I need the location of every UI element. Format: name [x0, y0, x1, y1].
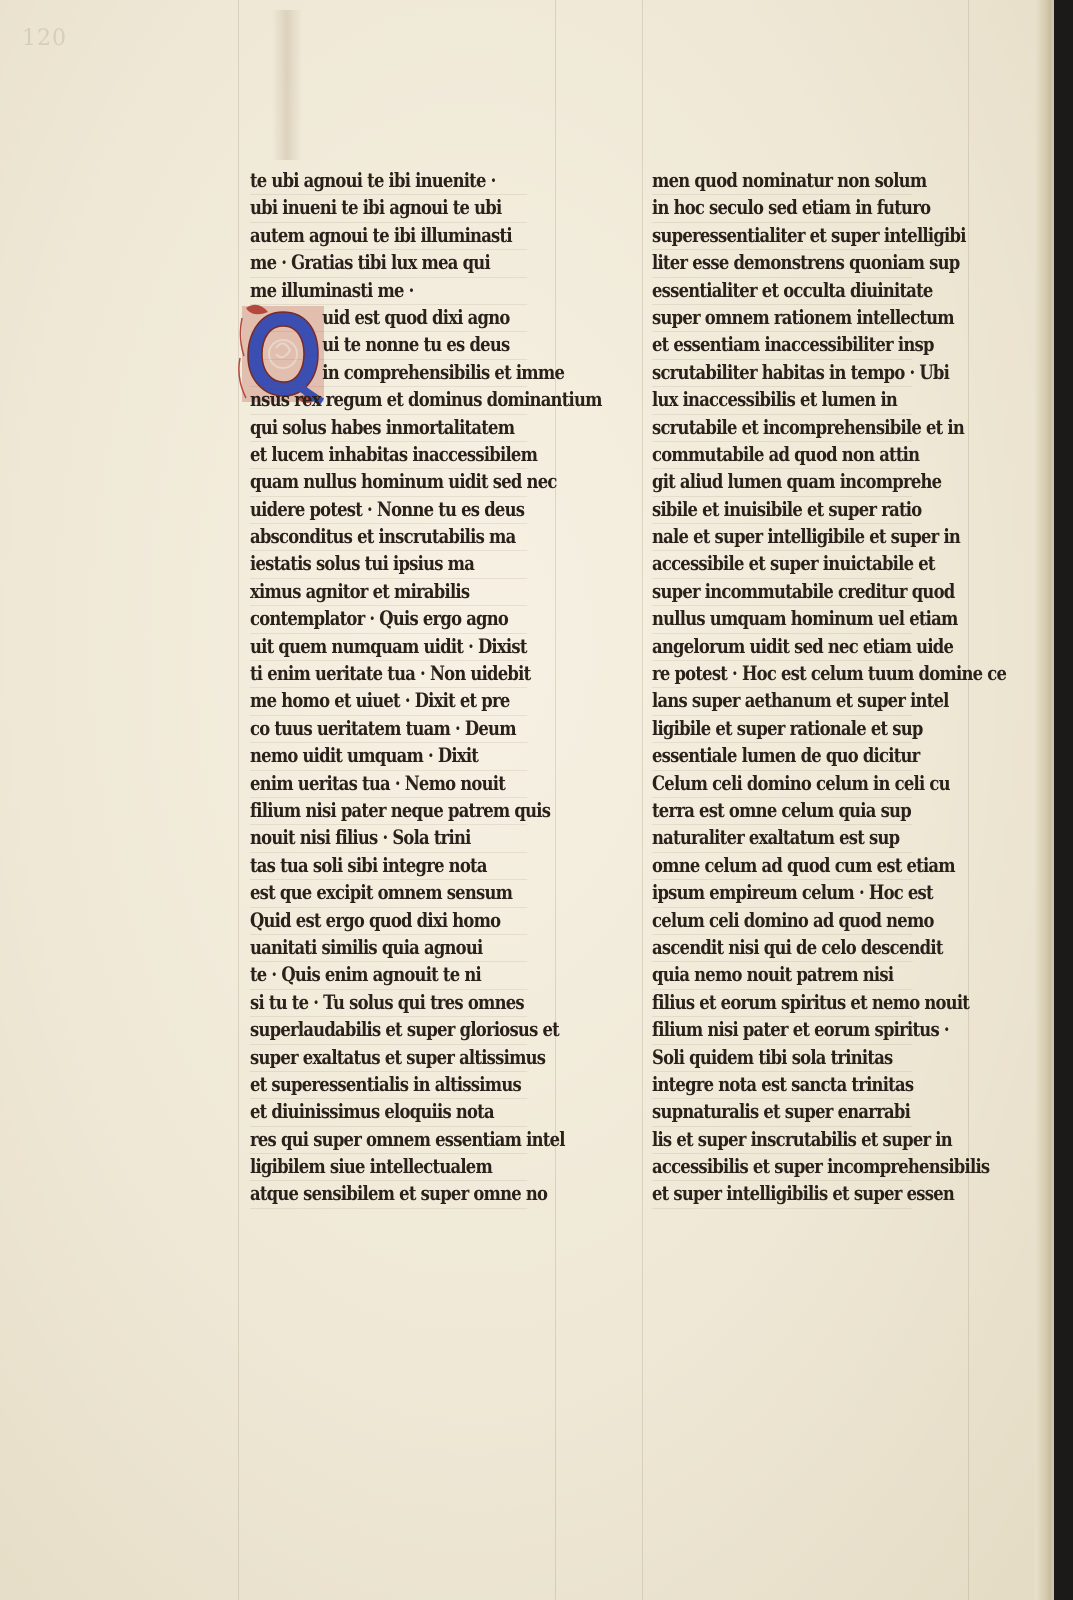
text-line: co tuus ueritatem tuam · Deum — [250, 716, 527, 743]
text-line: scrutabiliter habitas in tempo · Ubi — [652, 360, 912, 387]
text-line: nale et super intelligibile et super in — [652, 524, 912, 551]
text-line: Celum celi domino celum in celi cu — [652, 771, 912, 798]
text-line: ligibilem siue intellectualem — [250, 1154, 527, 1181]
ruling-line — [238, 0, 239, 1600]
text-line: liter esse demonstrens quoniam sup — [652, 250, 912, 277]
text-line: ui te nonne tu es deus — [250, 332, 527, 359]
text-line: lux inaccessibilis et lumen in — [652, 387, 912, 414]
text-line: autem agnoui te ibi illuminasti — [250, 223, 527, 250]
book-spine-edge — [1035, 0, 1054, 1600]
text-line: ligibile et super rationale et sup — [652, 716, 912, 743]
text-line: super omnem rationem intellectum — [652, 305, 912, 332]
text-line: enim ueritas tua · Nemo nouit — [250, 771, 527, 798]
text-line: integre nota est sancta trinitas — [652, 1072, 912, 1099]
folio-number: 120 — [22, 26, 67, 51]
parchment-fold — [272, 10, 302, 160]
text-line: scrutabile et incomprehensibile et in — [652, 415, 912, 442]
text-line: nsus rex regum et dominus dominantium — [250, 387, 527, 414]
text-line: supnaturalis et super enarrabi — [652, 1099, 912, 1126]
text-line: nemo uidit umquam · Dixit — [250, 743, 527, 770]
text-line: uanitati similis quia agnoui — [250, 935, 527, 962]
text-line: essentiale lumen de quo dicitur — [652, 743, 912, 770]
left-text-column — [250, 168, 602, 1209]
text-line: ti enim ueritate tua · Non uidebit — [250, 661, 527, 688]
text-line: quia nemo nouit patrem nisi — [652, 962, 912, 989]
ruling-line — [968, 0, 969, 1600]
text-line: in comprehensibilis et imme — [250, 360, 527, 387]
text-line: super incommutabile creditur quod — [652, 579, 912, 606]
text-line: si tu te · Tu solus qui tres omnes — [250, 990, 527, 1017]
text-line: ipsum empireum celum · Hoc est — [652, 880, 912, 907]
text-line: et lucem inhabitas inaccessibilem — [250, 442, 527, 469]
ruling-line — [642, 0, 643, 1600]
text-line: uidere potest · Nonne tu es deus — [250, 497, 527, 524]
right-text-column — [652, 168, 1007, 1209]
text-line: lis et super inscrutabilis et super in — [652, 1127, 912, 1154]
text-line: lans super aethanum et super intel — [652, 688, 912, 715]
text-line: ximus agnitor et mirabilis — [250, 579, 527, 606]
text-line: absconditus et inscrutabilis ma — [250, 524, 527, 551]
text-line: accessibilis et super incomprehensibilis — [652, 1154, 912, 1181]
text-line: Soli quidem tibi sola trinitas — [652, 1045, 912, 1072]
text-line: me illuminasti me · — [250, 278, 527, 305]
text-line: et essentiam inaccessibiliter insp — [652, 332, 912, 359]
text-line: quam nullus hominum uidit sed nec — [250, 469, 527, 496]
text-line: et super intelligibilis et super essen — [652, 1181, 912, 1208]
text-line: terra est omne celum quia sup — [652, 798, 912, 825]
text-line: Quid est ergo quod dixi homo — [250, 908, 527, 935]
text-line: naturaliter exaltatum est sup — [652, 825, 912, 852]
text-line: te ubi agnoui te ibi inuenite · — [250, 168, 527, 195]
text-line: commutabile ad quod non attin — [652, 442, 912, 469]
text-line: iestatis solus tui ipsius ma — [250, 551, 527, 578]
text-line: uit quem numquam uidit · Dixist — [250, 634, 527, 661]
text-line: ubi inueni te ibi agnoui te ubi — [250, 195, 527, 222]
text-line: superessentialiter et super intelligibi — [652, 223, 912, 250]
text-line: me homo et uiuet · Dixit et pre — [250, 688, 527, 715]
text-line: git aliud lumen quam incomprehe — [652, 469, 912, 496]
text-line: in hoc seculo sed etiam in futuro — [652, 195, 912, 222]
text-line: celum celi domino ad quod nemo — [652, 908, 912, 935]
text-line: accessibile et super inuictabile et — [652, 551, 912, 578]
text-line: essentialiter et occulta diuinitate — [652, 278, 912, 305]
text-line: tas tua soli sibi integre nota — [250, 853, 527, 880]
text-line: me · Gratias tibi lux mea qui — [250, 250, 527, 277]
text-line: men quod nominatur non solum — [652, 168, 912, 195]
text-line: uid est quod dixi agno — [250, 305, 527, 332]
text-line: contemplator · Quis ergo agno — [250, 606, 527, 633]
text-line: nouit nisi filius · Sola trini — [250, 825, 527, 852]
text-line: et superessentialis in altissimus — [250, 1072, 527, 1099]
text-line: atque sensibilem et super omne no — [250, 1181, 527, 1208]
text-line: et diuinissimus eloquiis nota — [250, 1099, 527, 1126]
text-line: filius et eorum spiritus et nemo nouit — [652, 990, 912, 1017]
text-line: ascendit nisi qui de celo descendit — [652, 935, 912, 962]
text-line: superlaudabilis et super gloriosus et — [250, 1017, 527, 1044]
text-line: nullus umquam hominum uel etiam — [652, 606, 912, 633]
text-line: omne celum ad quod cum est etiam — [652, 853, 912, 880]
text-line: super exaltatus et super altissimus — [250, 1045, 527, 1072]
text-line: re potest · Hoc est celum tuum domine ce — [652, 661, 912, 688]
text-line: angelorum uidit sed nec etiam uide — [652, 634, 912, 661]
text-line: est que excipit omnem sensum — [250, 880, 527, 907]
text-line: res qui super omnem essentiam intel — [250, 1127, 527, 1154]
text-line: filium nisi pater neque patrem quis — [250, 798, 527, 825]
text-line: sibile et inuisibile et super ratio — [652, 497, 912, 524]
text-line: te · Quis enim agnouit te ni — [250, 962, 527, 989]
text-line: qui solus habes inmortalitatem — [250, 415, 527, 442]
text-line: filium nisi pater et eorum spiritus · — [652, 1017, 912, 1044]
